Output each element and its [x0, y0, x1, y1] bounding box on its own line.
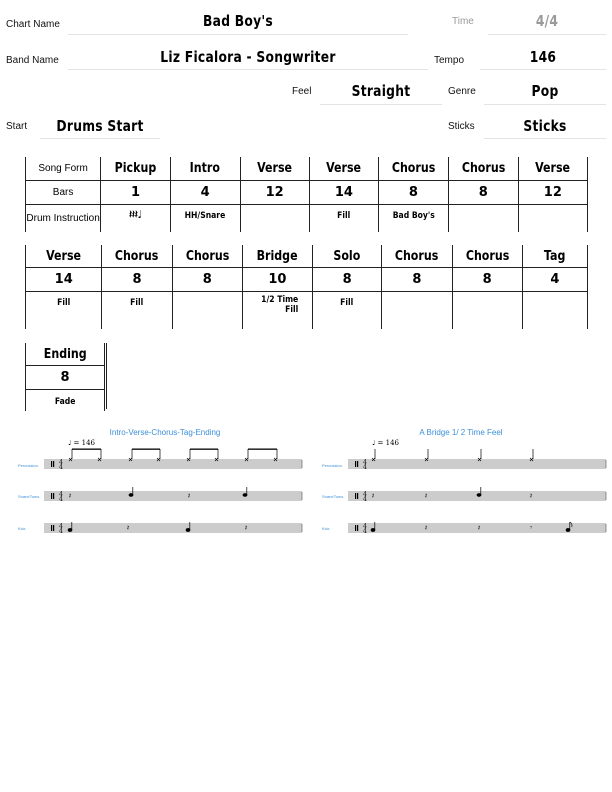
- section-cell[interactable]: Intro: [190, 161, 221, 177]
- section-cell[interactable]: Verse: [535, 161, 571, 177]
- instruction-cell[interactable]: Fill: [130, 297, 144, 308]
- song-form-table-2: [25, 245, 588, 329]
- instruction-cell[interactable]: HH/Snare: [184, 210, 226, 221]
- part-label: Kick: [322, 526, 330, 531]
- start-field[interactable]: [40, 113, 160, 139]
- tempo-mark-text: = 146: [73, 439, 95, 447]
- song-form-table-3: [25, 343, 105, 411]
- tempo-field[interactable]: [480, 44, 606, 70]
- tempo-mark: ♩ = 146: [372, 439, 399, 447]
- tempo-label: Tempo: [434, 55, 465, 66]
- svg-text:4: 4: [363, 459, 367, 466]
- section-cell[interactable]: Verse: [46, 248, 82, 264]
- sticks-label: Sticks: [448, 121, 475, 132]
- instruction-cell[interactable]: 𝄽𝄽𝄽♩: [129, 207, 143, 221]
- svg-text:𝄽: 𝄽: [425, 493, 428, 500]
- instruction-cell[interactable]: Fill: [57, 297, 71, 308]
- drum-score-1: [18, 436, 304, 542]
- time-value: 4/4: [535, 12, 559, 30]
- svg-text:4: 4: [363, 523, 367, 530]
- svg-text:4: 4: [59, 523, 63, 530]
- bars-cell[interactable]: 1: [131, 185, 141, 200]
- bars-cell[interactable]: 8: [342, 272, 352, 287]
- part-label: Percussion: [18, 463, 38, 468]
- feel-label: Feel: [292, 86, 312, 97]
- genre-field[interactable]: [484, 79, 606, 105]
- section-cell[interactable]: Verse: [257, 161, 293, 177]
- svg-text:4: 4: [363, 491, 367, 498]
- svg-text:𝄽: 𝄽: [188, 493, 191, 500]
- chart-name-label: Chart Name: [6, 19, 60, 30]
- score-notation-2: [322, 436, 608, 542]
- bars-cell[interactable]: 12: [543, 185, 562, 200]
- bars-cell[interactable]: 8: [478, 185, 488, 200]
- row-label-drum-instruction: Drum Instruction: [26, 204, 101, 232]
- band-name-label: Band Name: [6, 55, 59, 66]
- svg-text:4: 4: [59, 528, 63, 535]
- bars-cell[interactable]: 4: [200, 185, 210, 200]
- svg-text:𝄽: 𝄽: [127, 525, 130, 532]
- svg-text:4: 4: [59, 464, 63, 471]
- instruction-cell[interactable]: Bad Boy's: [392, 210, 435, 221]
- bars-cell[interactable]: 8: [132, 272, 142, 287]
- section-cell[interactable]: Bridge: [256, 248, 298, 264]
- part-label: Snare/Toms: [322, 494, 344, 499]
- row-label-song-form: Song Form: [26, 157, 101, 180]
- bars-cell[interactable]: 8: [408, 185, 418, 200]
- genre-label: Genre: [448, 86, 476, 97]
- sticks-value: Sticks: [523, 117, 567, 135]
- svg-text:4: 4: [59, 496, 63, 503]
- sticks-field[interactable]: [484, 113, 606, 139]
- section-cell[interactable]: Tag: [544, 248, 566, 264]
- chart-name-value: Bad Boy's: [203, 12, 273, 30]
- bars-cell[interactable]: 12: [265, 185, 284, 200]
- section-cell[interactable]: Chorus: [465, 248, 509, 264]
- svg-text:𝄽: 𝄽: [69, 493, 72, 500]
- time-field[interactable]: [488, 8, 606, 35]
- instruction-cell[interactable]: 1/2 Time Fill: [261, 294, 299, 315]
- svg-text:𝄽: 𝄽: [530, 493, 533, 500]
- section-cell[interactable]: Verse: [326, 161, 362, 177]
- section-cell[interactable]: Chorus: [461, 161, 505, 177]
- svg-text:4: 4: [363, 496, 367, 503]
- bars-cell[interactable]: 4: [550, 272, 560, 287]
- svg-text:4: 4: [363, 464, 367, 471]
- score-title: A Bridge 1/ 2 Time Feel: [419, 428, 503, 437]
- score-title: Intro-Verse-Chorus-Tag-Ending: [109, 428, 221, 437]
- start-label: Start: [6, 121, 28, 132]
- tempo-mark-text: = 146: [377, 439, 399, 447]
- band-name-field[interactable]: [68, 44, 428, 70]
- part-label: Percussion: [322, 463, 342, 468]
- bars-cell[interactable]: 10: [268, 272, 287, 287]
- svg-text:𝄽: 𝄽: [245, 525, 248, 532]
- svg-text:𝄾: 𝄾: [530, 525, 532, 532]
- svg-text:𝄽: 𝄽: [425, 525, 428, 532]
- start-value: Drums Start: [56, 117, 144, 135]
- svg-text:𝄽: 𝄽: [478, 525, 481, 532]
- time-label: Time: [452, 16, 474, 27]
- instruction-cell[interactable]: Fill: [340, 297, 354, 308]
- section-cell[interactable]: Pickup: [114, 161, 157, 177]
- part-label: Kick: [18, 526, 26, 531]
- bars-cell[interactable]: 8: [412, 272, 422, 287]
- row-label-bars: Bars: [26, 180, 101, 204]
- drum-score-2: [322, 436, 608, 542]
- feel-value: Straight: [351, 82, 411, 100]
- chart-name-field[interactable]: [68, 10, 408, 35]
- tempo-value: 146: [529, 48, 557, 66]
- section-cell[interactable]: Chorus: [395, 248, 439, 264]
- section-cell[interactable]: Chorus: [115, 248, 159, 264]
- bars-cell[interactable]: 14: [54, 272, 73, 287]
- band-name-value: Liz Ficalora - Songwriter: [160, 48, 336, 66]
- feel-field[interactable]: [320, 79, 442, 105]
- part-label: Snare/Toms: [18, 494, 40, 499]
- section-cell[interactable]: Ending: [43, 346, 87, 362]
- svg-text:4: 4: [363, 528, 367, 535]
- instruction-cell[interactable]: Fade: [54, 397, 76, 408]
- bars-cell[interactable]: 8: [482, 272, 492, 287]
- tempo-mark: ♩ = 146: [68, 439, 95, 447]
- section-cell[interactable]: Chorus: [185, 248, 229, 264]
- svg-text:4: 4: [59, 491, 63, 498]
- genre-value: Pop: [531, 82, 559, 100]
- bars-cell[interactable]: 8: [60, 370, 70, 385]
- section-cell[interactable]: Chorus: [391, 161, 436, 177]
- section-cell[interactable]: Solo: [333, 248, 361, 264]
- svg-text:𝄽: 𝄽: [372, 493, 375, 500]
- song-form-table-1: [25, 157, 588, 232]
- bars-cell[interactable]: 14: [334, 185, 353, 200]
- score-notation-1: [18, 436, 304, 542]
- svg-text:4: 4: [59, 459, 63, 466]
- table-end-line: [106, 343, 107, 409]
- instruction-cell[interactable]: Fill: [337, 210, 351, 221]
- bars-cell[interactable]: 8: [202, 272, 212, 287]
